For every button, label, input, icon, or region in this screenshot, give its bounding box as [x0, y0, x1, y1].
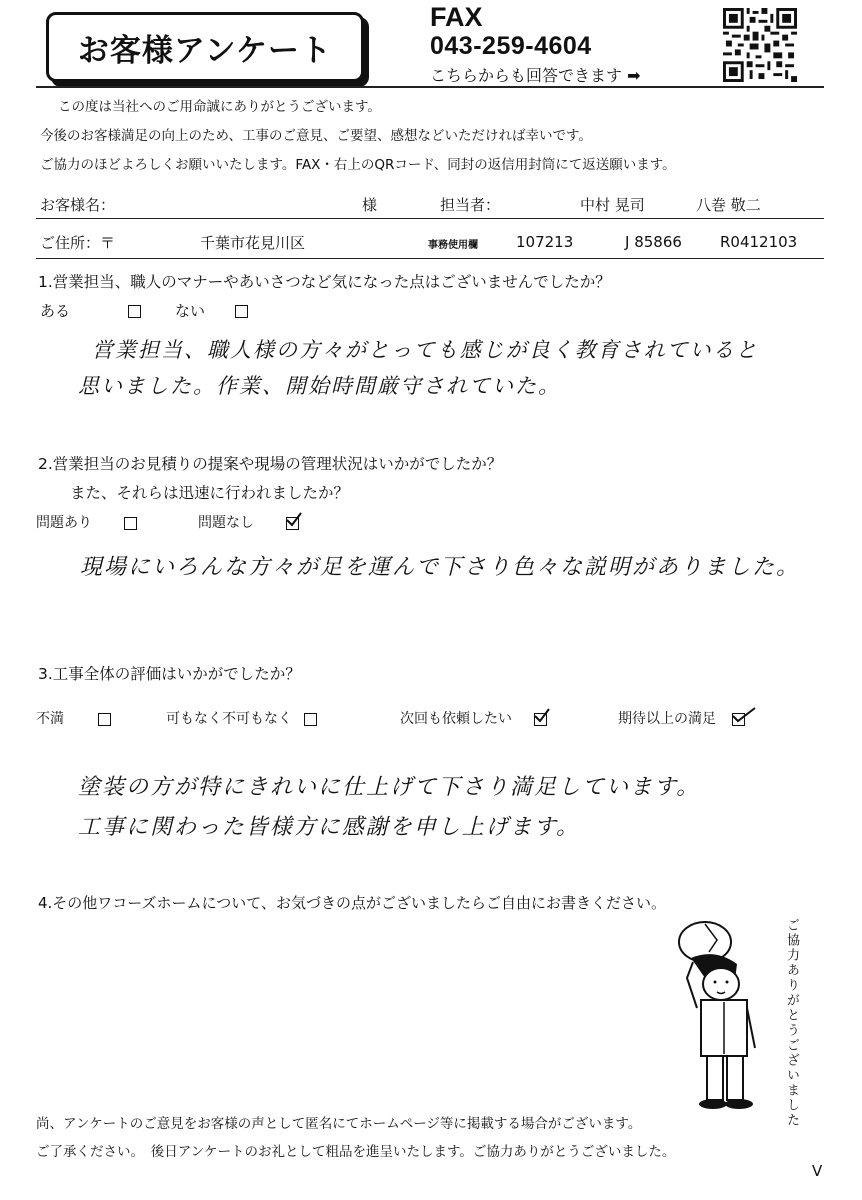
- q2-option-no-problem[interactable]: [198, 512, 299, 532]
- q3-option-4-checkbox[interactable]: [732, 713, 745, 726]
- q1-answer-line-2: 思いました。作業、開始時間厳守されていた。: [78, 374, 561, 398]
- q3-question: 3.工事全体の評価はいかがでしたか？: [38, 665, 301, 683]
- q2-question-line-2: また、それらは迅速に行われましたか？: [70, 484, 350, 502]
- office-code-3: R0412103: [720, 233, 798, 251]
- q2-option-no-problem-label: 問題なし: [198, 515, 254, 531]
- office-code-2: J 85866: [625, 233, 682, 251]
- office-code-1: 107213: [516, 233, 574, 251]
- q3-answer-line-1: 塗装の方が特にきれいに仕上げて下さり満足しています。: [78, 775, 701, 800]
- thanks-vertical-text: ご協力ありがとうございました: [784, 918, 799, 1128]
- q1-option-no-label: ない: [175, 302, 206, 320]
- q2-question-line-1: 2.営業担当のお見積りの提案や現場の管理状況はいかがでしたか？: [38, 455, 503, 473]
- q3-option-1[interactable]: [36, 708, 111, 728]
- staff-name-1: 中村 晃司: [580, 196, 645, 214]
- q3-option-1-label: 不満: [36, 711, 64, 727]
- intro-line-2: 今後のお客様満足の向上のため、工事のご意見、ご要望、感想などいただければ幸いです。: [40, 128, 592, 144]
- office-use-label: 事務使用欄: [428, 240, 478, 251]
- footer-mark: V: [812, 1162, 823, 1180]
- q1-question: 1.営業担当、職人のマナーやあいさつなど気になった点はございませんでしたか？: [38, 273, 611, 291]
- q3-option-3-checkbox[interactable]: [534, 713, 547, 726]
- footer-line-1: 尚、アンケートのご意見をお客様の声として匿名にてホームページ等に掲載する場合がございます。: [36, 1116, 642, 1132]
- bowing-person-illustration: [665, 918, 775, 1114]
- name-divider: [36, 218, 824, 219]
- q1-option-yes[interactable]: [40, 300, 141, 321]
- q2-problem-checkbox[interactable]: [124, 517, 137, 530]
- q3-option-2[interactable]: [166, 708, 317, 728]
- address-divider: [36, 258, 824, 259]
- intro-line-1: この度は当社へのご用命誠にありがとうございます。: [58, 99, 381, 115]
- q2-answer: 現場にいろんな方々が足を運んで下さり色々な説明がありました。: [80, 555, 801, 580]
- check-mark-icon: [285, 512, 303, 528]
- q3-answer-line-2: 工事に関わった皆様方に感謝を申し上げます。: [78, 815, 581, 840]
- fax-label: FAX: [430, 2, 483, 32]
- check-mark-icon: [533, 708, 551, 724]
- fax-number: 043-259-4604: [430, 32, 592, 60]
- check-mark-icon: [731, 706, 757, 724]
- address-label: ご住所：〒: [40, 234, 116, 252]
- q2-option-problem[interactable]: [36, 512, 137, 532]
- customer-sama: 様: [362, 196, 378, 214]
- qr-code-icon[interactable]: [723, 8, 797, 82]
- fax-note: こちらからも回答できます ➡: [430, 66, 641, 85]
- q1-option-yes-label: ある: [40, 302, 71, 320]
- footer-line-2: ご了承ください。 後日アンケートのお礼として粗品を進呈いたします。ご協力ありがとうございました。: [36, 1144, 676, 1160]
- q1-answer-line-1: 営業担当、職人様の方々がとっても感じが良く教育されていると: [92, 338, 759, 362]
- q3-option-2-label: 可もなく不可もなく: [166, 711, 292, 727]
- q1-yes-checkbox[interactable]: [128, 305, 141, 318]
- q3-option-2-checkbox[interactable]: [304, 713, 317, 726]
- header-divider: [36, 86, 824, 88]
- q2-option-problem-label: 問題あり: [36, 515, 92, 531]
- address-value: 千葉市花見川区: [200, 234, 306, 252]
- q3-option-1-checkbox[interactable]: [98, 713, 111, 726]
- customer-name-label: お客様名：: [40, 196, 116, 214]
- q3-option-4[interactable]: [618, 708, 745, 728]
- staff-name-2: 八巻 敬二: [696, 196, 761, 214]
- q1-option-no[interactable]: [175, 300, 248, 321]
- q2-no-problem-checkbox[interactable]: [286, 517, 299, 530]
- staff-label: 担当者：: [440, 196, 501, 214]
- q3-option-3[interactable]: [400, 708, 547, 728]
- q3-option-3-label: 次回も依頼したい: [400, 711, 512, 727]
- intro-line-3: ご協力のほどよろしくお願いいたします。FAX・右上のQRコード、同封の返信用封筒にて返送願います。: [40, 157, 676, 173]
- q4-question: 4.その他ワコーズホームについて、お気づきの点がございましたらご自由にお書きください。: [38, 894, 666, 912]
- q3-option-4-label: 期待以上の満足: [618, 711, 716, 727]
- q1-no-checkbox[interactable]: [235, 305, 248, 318]
- survey-title: お客様アンケート: [46, 12, 364, 82]
